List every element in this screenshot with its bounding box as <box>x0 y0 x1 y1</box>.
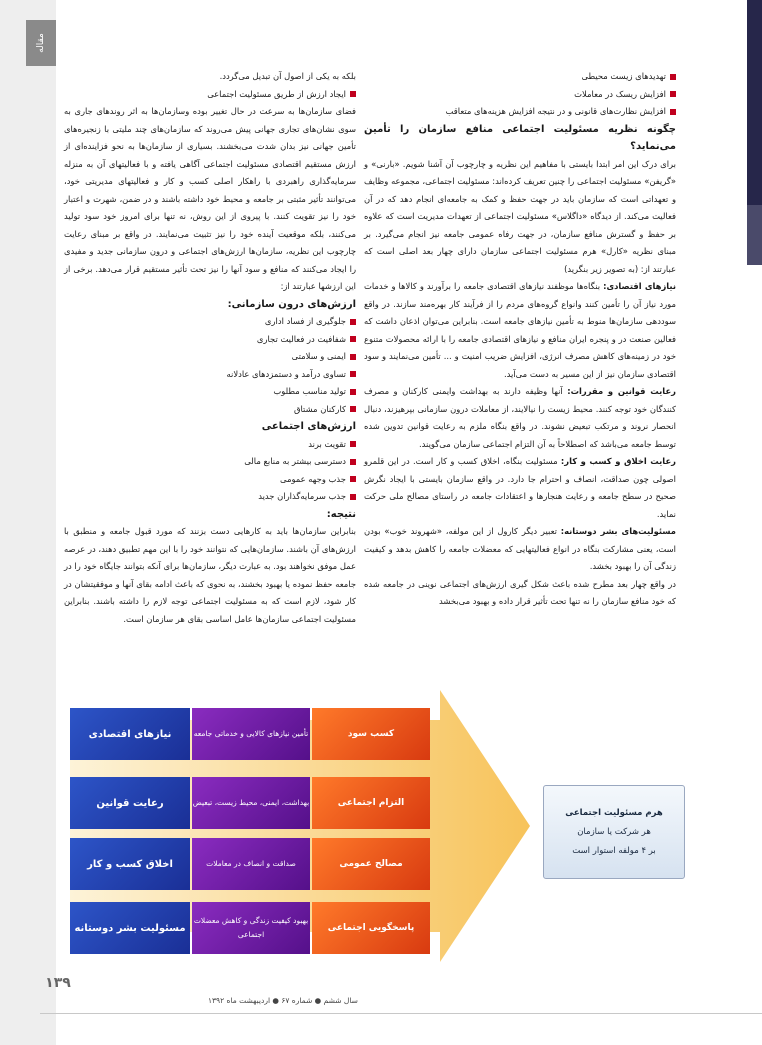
diagram-orange-box: پاسخگویی اجتماعی <box>312 902 430 954</box>
pyramid-summary-box <box>543 785 685 879</box>
subheading: ارزش‌های درون سازمانی: <box>227 298 356 310</box>
section-heading: چگونه نظریه مسئولیت اجتماعی منافع سازمان را تأمین می‌نماید؟ <box>364 123 676 152</box>
summary-line: هرم مسئولیت اجتماعی <box>565 807 663 818</box>
paragraph-text: آنها وظیفه دارند به بهداشت وایمنی کارکنان و مصرف کنندگان خود توجه کنند. محیط زیست را نیالایند، از معاملات درون سازمانی بپرهیزند، دنبال انحصار نروند و مرتکب تبعیض نشوند. در واقع بنگاه ملزم به رعایت قوانین تدوین شده توسط جامعه می‌باشد که اصطلاحاً به آن التزام اجتماعی سازمان می‌گویند. <box>364 386 676 449</box>
summary-line: بر ۴ مولفه استوار است <box>572 845 656 856</box>
bullet-square-icon <box>350 354 356 360</box>
bullet-text: شفافیت در فعالیت تجاری <box>256 333 346 344</box>
paragraph-text: مسئولیت بنگاه، اخلاق کسب و کار است. در این قلمرو اصولی چون صداقت، انصاف و احترام جا دارد. در واقع سازمان بایستی با ایجاد نگرش صحیح در سطح جامعه و رعایت هنجارها و اعتقادات جامعه در راستای مصالح ملی حرکت نماید. <box>364 456 676 519</box>
bullet-square-icon <box>670 74 676 80</box>
diagram-purple-box: تأمین نیازهای کالایی و خدماتی جامعه <box>192 708 310 760</box>
bullet-item <box>64 383 356 401</box>
diagram-blue-box: مسئولیت بشر دوستانه <box>70 902 190 954</box>
left-margin-bar <box>0 0 56 1045</box>
bullet-square-icon <box>350 91 356 97</box>
bullet-item <box>364 103 676 121</box>
bullet-text: تهدیدهای زیست محیطی <box>581 71 666 81</box>
bullet-square-icon <box>350 406 356 412</box>
bullet-text: کارکنان مشتاق <box>294 403 346 414</box>
bullet-item <box>64 436 356 454</box>
bullet-item <box>64 366 356 384</box>
bullet-square-icon <box>670 91 676 97</box>
summary-line: هر شرکت یا سازمان <box>577 826 651 837</box>
bullet-square-icon <box>350 494 356 500</box>
subheading: نتیجه: <box>326 508 356 520</box>
bullet-text: دسترسی بیشتر به منابع مالی <box>244 456 346 466</box>
paragraph-lead: رعایت اخلاق و کسب و کار: <box>560 456 676 466</box>
bullet-text: تساوی درآمد و دستمزدهای عادلانه <box>226 368 346 379</box>
bullet-item <box>64 313 356 331</box>
bullet-square-icon <box>350 371 356 377</box>
bullet-item <box>364 86 676 104</box>
bullet-square-icon <box>350 459 356 465</box>
bullet-text: تقویت برند <box>308 438 346 449</box>
paragraph: فضای سازمان‌ها به سرعت در حال تغییر بوده وسازمان‌ها به اثر روندهای جاری به سوی نشان‌های تجاری جهانی پیش می‌روند که سازمان‌های چند ملیتی با زنجیره‌های تأمین جهانی نیز بدان شدت می‌بخشند. بسیاری از سازمان‌ها به نحو فزاینده‌ای از ارزش مستقیم اقتصادی مسئولیت اجتماعی آگاهی یافته و با فعالیتهای آن به منزله سرمایه‌گذاری راهبردی با راهکار اصلی کسب و کار و فعالیتهای مدیریتی خود، می‌توانند تأثیر مثبتی بر جامعه و محیط خود داشته باشند و در ضمن، شهرت و اعتبار خود را نیز تقویت کنند. با پیروی از این روش، نه تنها برای امروز خود سود تولید می‌کنند، بلکه موقعیت آینده خود را نیز تثبیت می‌نمایند. در واقع بر مبنای رعایت چارچوب این نظریه، سازمان‌ها ارزش‌های اجتماعی و درون سازمانی جدید و مفیدی را ایجاد می‌کنند که منافع و سود آنها را نیز تحت تأثیر مستقیم قرار می‌دهد. برخی از این ارزشها عبارتند از: <box>64 106 356 291</box>
diagram-orange-box: کسب سود <box>312 708 430 760</box>
bullet-square-icon <box>350 319 356 325</box>
diagram-orange-box: مصالح عمومی <box>312 838 430 890</box>
bullet-item <box>64 86 356 104</box>
article-right-column <box>364 68 676 611</box>
footer-divider <box>40 1013 762 1014</box>
diagram-blue-box: رعایت قوانین <box>70 777 190 829</box>
diagram-purple-box: صداقت و انصاف در معاملات <box>192 838 310 890</box>
bullet-item <box>364 68 676 86</box>
bullet-square-icon <box>670 109 676 115</box>
bullet-text: جلوگیری از فساد اداری <box>264 316 346 326</box>
paragraph-lead: رعایت قوانین و مقررات: <box>567 386 676 396</box>
issue-footer: سال ششم ● شماره ۶۷ ● اردیبهشت ماه ۱۳۹۲ <box>208 996 358 1005</box>
subheading: ارزش‌های اجتماعی <box>261 421 356 432</box>
bullet-square-icon <box>350 441 356 447</box>
paragraph <box>364 278 676 383</box>
diagram-blue-box: اخلاق کسب و کار <box>70 838 190 890</box>
bullet-text: ایجاد ارزش از طریق مسئولیت اجتماعی <box>207 88 346 99</box>
paragraph: در واقع چهار بعد مطرح شده باعث شکل گیری ارزش‌های اجتماعی نوینی در جامعه شده که خود منافع سازمان را نه تنها تحت تأثیر قرار داده و بهبود می‌بخشد <box>364 578 676 606</box>
bullet-square-icon <box>350 336 356 342</box>
bullet-square-icon <box>350 389 356 395</box>
paragraph <box>364 453 676 523</box>
section-tab: مقاله <box>26 20 56 66</box>
paragraph: بنابراین سازمان‌ها باید به کارهایی دست بزنند که مورد قبول جامعه و منطبق با ارزش‌های آن باشند. سازمان‌هایی که نتوانند خود را با این مهم تطبیق دهند، در عرصه عمل موفق نخواهند بود. به عبارت دیگر، سازمان‌ها برای آنکه بتوانند جایگاه خود را در جامعه حفظ نموده یا بهبود بخشند، به نحوی که باعث ادامه بقای آنها و موفقیتشان در کار شود، لازم است که به مسئولیت اجتماعی توجه لازم را داشته باشند. بنابراین مسئولیت اجتماعی سازمان‌ها عامل اساسی بقای هر سازمان است. <box>63 526 356 624</box>
diagram-purple-box: بهبود کیفیت زندگی و کاهش معضلات اجتماعی <box>192 902 310 954</box>
paragraph-text: تعبیر دیگر کارول از این مولفه، «شهروند خوب» بودن است، یعنی مشارکت بنگاه در انواع فعالیتهایی که معضلات جامعه را کاهش بدهد و کیفیت زندگی آن را بهبود بخشد. <box>364 526 676 571</box>
diagram-blue-box: نیازهای اقتصادی <box>70 708 190 760</box>
paragraph-lead: مسئولیت‌های بشر دوستانه: <box>560 526 676 536</box>
page-number: ۱۳۹ <box>45 975 71 991</box>
bullet-item <box>64 401 356 419</box>
bullet-square-icon <box>350 476 356 482</box>
paragraph: بلکه به یکی از اصول آن تبدیل می‌گردد. <box>219 71 356 81</box>
diagram-orange-box: التزام اجتماعی <box>312 777 430 829</box>
paragraph-text: بنگاه‌ها موظفند نیازهای اقتصادی جامعه را برآورند و کالاها و خدمات مورد نیاز آن را تأمین کنند وانواع گروه‌های مردم را از فرآیند کار بهره‌مند سازند. در واقع سوددهی سازمان‌ها منوط به تأمین نیازهای جامعه است. بنابراین می‌توان اذعان داشت که فعالین صنعت در و پنجره ایران منافع و نیازهای اقتصادی جامعه را با ارائه محصولات متنوع خود در زمینه‌های کاهش مصرف انرژی، افزایش ضریب امنیت و ... تأمین می‌نمایند و سود اقتصادی سازمان نیز از این مسیر به دست می‌آید. <box>364 281 676 379</box>
bullet-text: تولید مناسب مطلوب <box>273 386 346 396</box>
bullet-item <box>64 348 356 366</box>
bullet-item <box>64 331 356 349</box>
paragraph-lead: نیازهای اقتصادی: <box>603 281 677 291</box>
bullet-item <box>64 471 356 489</box>
bullet-text: جذب سرمایه‌گذاران جدید <box>258 491 346 501</box>
article-left-column <box>64 68 356 628</box>
bullet-item <box>64 453 356 471</box>
diagram-purple-box: بهداشت، ایمنی، محیط زیست، تبعیض <box>192 777 310 829</box>
bullet-text: جذب وجهه عمومی <box>280 473 346 484</box>
bullet-text: ایمنی و سلامتی <box>291 351 346 361</box>
bullet-text: افزایش ریسک در معاملات <box>574 88 666 99</box>
paragraph <box>364 523 676 576</box>
edge-photo-strip <box>747 0 762 265</box>
bullet-text: افزایش نظارت‌های قانونی و در نتیجه افزایش هزینه‌های متعاقب <box>445 106 666 116</box>
paragraph: برای درک این امر ابتدا بایستی با مفاهیم این نظریه و چارچوب آن آشنا شویم. «بارنی» و «گریفن» مسئولیت اجتماعی را چنین تعریف کرده‌اند: مسئولیت اجتماعی، مجموعه وظایف و تعهداتی است که سازمان باید در جهت حفظ و کمک به جامعه‌ای انجام دهد که در آن فعالیت می‌کند. از دیدگاه «داگلاس» مسئولیت اجتماعی از تعهدات مدیریت است که علاوه بر حفظ و گسترش منافع سازمان، در جهت رفاه عمومی جامعه نیز انجام می‌گیرد. بر مبنای نظریه «کارل» هرم مسئولیت اجتماعی سازمان دارای چهار بعد اصلی است که عبارتند از: (به تصویر زیر بنگرید) <box>364 158 676 274</box>
paragraph <box>364 383 676 453</box>
bullet-item <box>64 488 356 506</box>
